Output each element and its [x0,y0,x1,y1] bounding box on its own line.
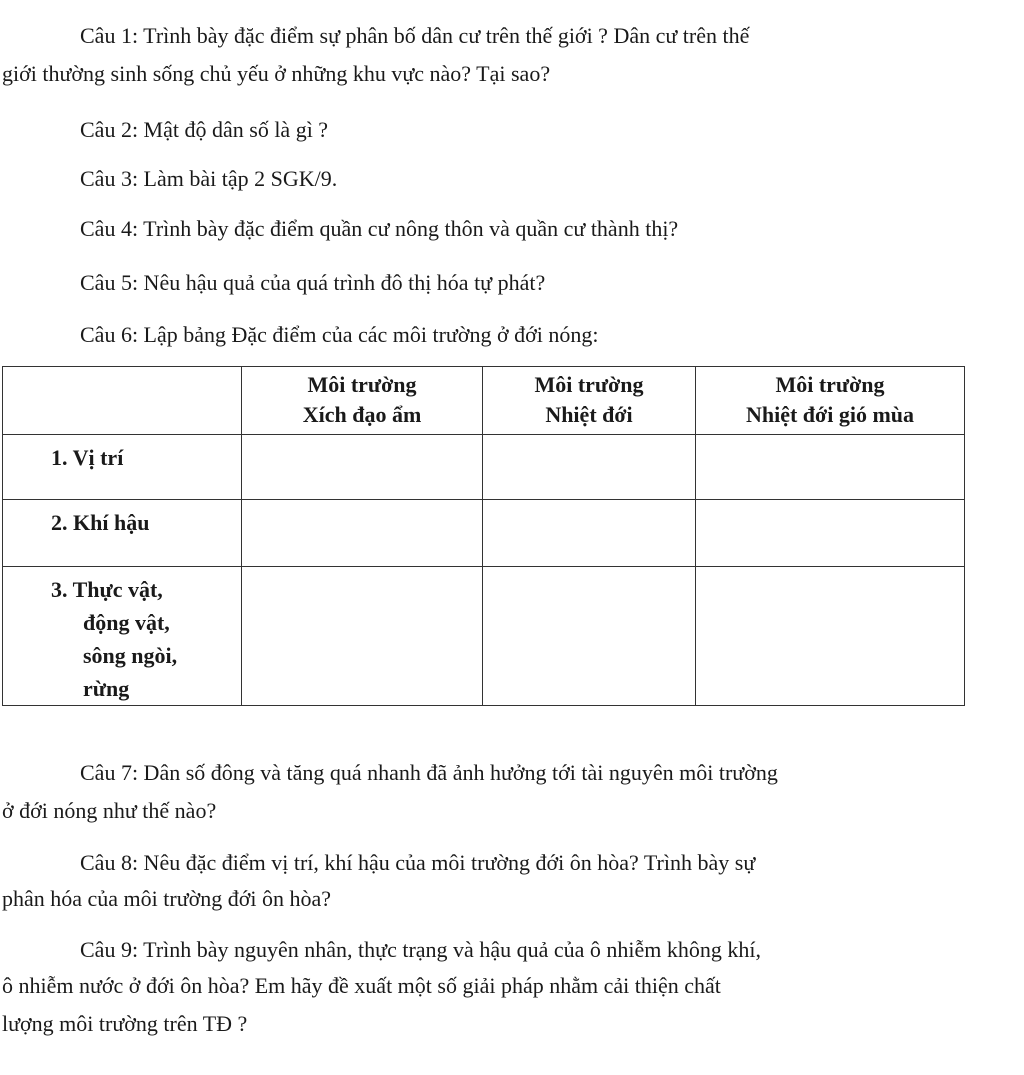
row-label: 2. Khí hậu [3,500,242,567]
question-2: Câu 2: Mật độ dân số là gì ? [80,117,329,142]
question-7-line-2: ở đới nóng như thế nào? [2,798,217,823]
table-header-cell [483,367,696,435]
table-cell [242,435,483,500]
table-cell [483,567,696,706]
question-5: Câu 5: Nêu hậu quả của quá trình đô thị hóa tự phát? [80,270,546,295]
row-label-line: rừng [83,676,130,701]
table-header-row [3,367,965,435]
table-cell [242,500,483,567]
question-9-line-1: Câu 9: Trình bày nguyên nhân, thực trạng và hậu quả của ô nhiễm không khí, [80,937,761,962]
question-4: Câu 4: Trình bày đặc điểm quần cư nông thôn và quần cư thành thị? [80,216,679,241]
table-row [3,435,965,500]
header-line: Nhiệt đới gió mùa [745,402,915,427]
question-8-line-2: phân hóa của môi trường đới ôn hòa? [2,886,332,911]
row-label [3,567,242,706]
table-cell [696,500,965,567]
row-label-line: 3. Thực vật, [51,577,163,602]
table-cell [483,500,696,567]
header-line: Môi trường [534,372,644,397]
header-line: Môi trường [307,372,417,397]
question-8-line-1: Câu 8: Nêu đặc điểm vị trí, khí hậu của môi trường đới ôn hòa? Trình bày sự [80,850,756,875]
table-row [3,500,965,567]
header-line: Xích đạo ẩm [302,402,422,427]
table-cell [696,435,965,500]
table-cell [696,567,965,706]
question-3: Câu 3: Làm bài tập 2 SGK/9. [80,166,338,191]
table-header-cell [696,367,965,435]
table-cell [483,435,696,500]
question-7-line-1: Câu 7: Dân số đông và tăng quá nhanh đã ảnh hưởng tới tài nguyên môi trường [80,760,778,785]
question-1-line-2: giới thường sinh sống chủ yếu ở những khu vực nào? Tại sao? [2,61,551,86]
row-label: 1. Vị trí [3,435,242,500]
header-line: Môi trường [775,372,885,397]
question-1-line-1: Câu 1: Trình bày đặc điểm sự phân bố dân cư trên thế giới ? Dân cư trên thế [80,23,750,48]
table-row [3,567,965,706]
header-line: Nhiệt đới [545,402,633,427]
environment-table [2,366,965,706]
row-label-line: động vật, [83,610,170,635]
row-label-line: sông ngòi, [83,643,178,668]
table-corner-cell [3,367,242,435]
table-header-cell [242,367,483,435]
question-6: Câu 6: Lập bảng Đặc điểm của các môi trường ở đới nóng: [80,322,599,347]
table-cell [242,567,483,706]
question-9-line-3: lượng môi trường trên TĐ ? [2,1011,248,1036]
question-9-line-2: ô nhiễm nước ở đới ôn hòa? Em hãy đề xuất một số giải pháp nhằm cải thiện chất [2,973,721,998]
